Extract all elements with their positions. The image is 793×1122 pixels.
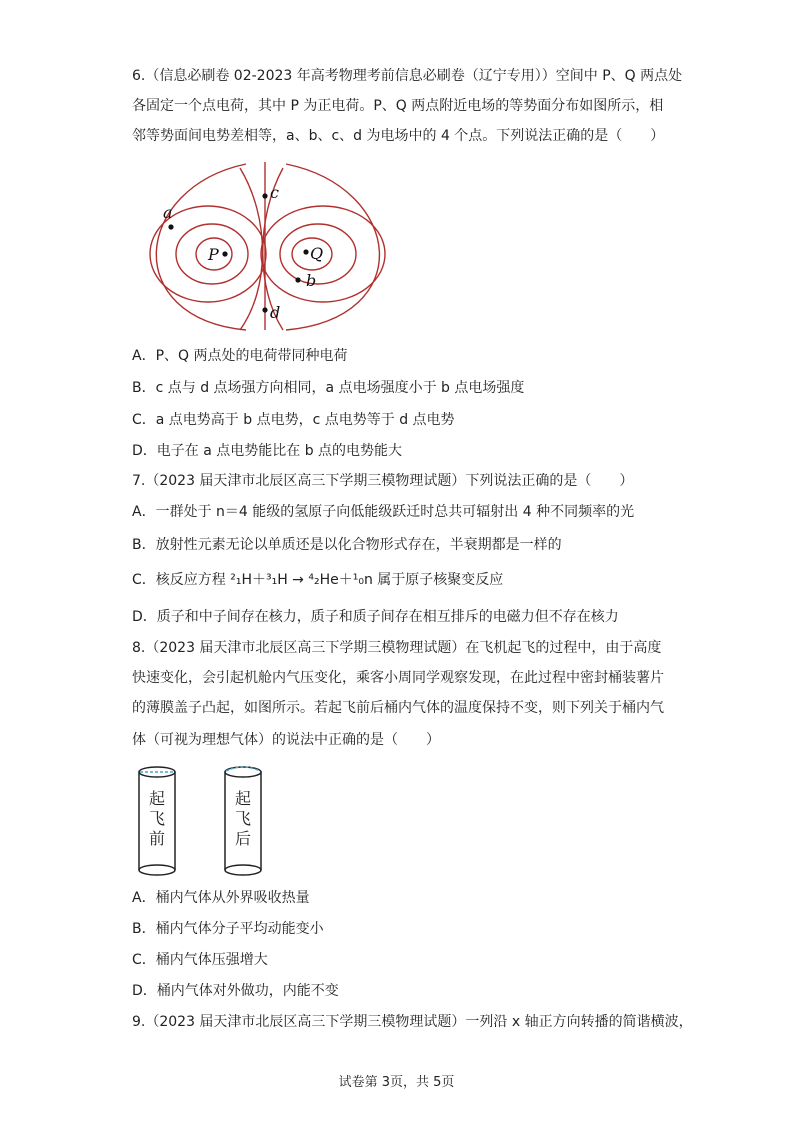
can-before-label-2: 飞 [148, 809, 166, 828]
label-a: a [163, 203, 173, 222]
can-before-label-1: 起 [148, 789, 166, 808]
q6-stem-line1: 6.（信息必刷卷 02-2023 年高考物理考前信息必刷卷（辽宁专用））空间中 P、Q 两点处 [132, 68, 683, 84]
point-a-dot [168, 224, 173, 229]
chip-can-figure [132, 762, 292, 882]
q8-option-c: C．桶内气体压强增大 [132, 952, 268, 968]
point-c-dot [262, 193, 267, 198]
q7-option-c: C．核反应方程 ²₁H＋³₁H → ⁴₂He＋¹₀n 属于原子核聚变反应 [132, 572, 504, 588]
q7-stem: 7.（2023 届天津市北辰区高三下学期三模物理试题）下列说法正确的是（ ） [132, 473, 634, 489]
label-p: P [208, 245, 219, 264]
q6-option-c: C．a 点电势高于 b 点电势，c 点电势等于 d 点电势 [132, 412, 455, 428]
point-d-dot [262, 307, 267, 312]
q8-option-a: A．桶内气体从外界吸收热量 [132, 890, 310, 906]
left-middle-curve [240, 168, 263, 330]
q6-stem-line3: 邻等势面间电势差相等，a、b、c、d 为电场中的 4 个点。下列说法正确的是（ ） [132, 128, 665, 144]
q7-option-b: B．放射性元素无论以单质还是以化合物形式存在，半衰期都是一样的 [132, 537, 562, 553]
point-q-dot [303, 249, 308, 254]
q6-option-d: D．电子在 a 点电势能比在 b 点的电势能大 [132, 443, 403, 459]
q7-option-a: A．一群处于 n＝4 能级的氢原子向低能级跃迁时总共可辐射出 4 种不同频率的光 [132, 504, 635, 520]
can-before-label-3: 前 [148, 829, 166, 848]
can-after-label-3: 后 [234, 829, 252, 848]
left-outer-open-curve [156, 164, 246, 330]
q8-stem-line3: 的薄膜盖子凸起，如图所示。若起飞前后桶内气体的温度保持不变，则下列关于桶内气 [132, 700, 664, 716]
label-q: Q [310, 244, 324, 263]
label-d: d [270, 303, 281, 322]
right-outer-open-curve [286, 164, 379, 330]
q6-option-a: A．P、Q 两点处的电荷带同种电荷 [132, 348, 348, 364]
q8-stem-line2: 快速变化，会引起机舱内气压变化，乘客小周同学观察发现，在此过程中密封桶装薯片 [132, 670, 664, 686]
can-after-label-1: 起 [234, 789, 252, 808]
q7-option-d: D．质子和中子间存在核力，质子和质子间存在相互排斥的电磁力但不存在核力 [132, 609, 619, 625]
q8-stem-line4: 体（可视为理想气体）的说法中正确的是（ ） [132, 732, 440, 748]
point-p-dot [222, 251, 227, 256]
label-c: c [270, 183, 279, 202]
point-b-dot [295, 277, 300, 282]
equipotential-figure [128, 158, 408, 333]
q8-option-b: B．桶内气体分子平均动能变小 [132, 921, 324, 937]
q6-stem-line2: 各固定一个点电荷，其中 P 为正电荷。P、Q 两点附近电场的等势面分布如图所示，相 [132, 98, 664, 114]
can-after-label-2: 飞 [234, 809, 252, 828]
q8-stem-line1: 8.（2023 届天津市北辰区高三下学期三模物理试题）在飞机起飞的过程中，由于高度 [132, 640, 662, 656]
q6-option-b: B．c 点与 d 点场强方向相同，a 点电场强度小于 b 点电场强度 [132, 380, 525, 396]
q9-stem-line1: 9.（2023 届天津市北辰区高三下学期三模物理试题）一列沿 x 轴正方向转播的简谐横波， [132, 1014, 693, 1030]
q8-option-d: D．桶内气体对外做功，内能不变 [132, 983, 339, 999]
label-b: b [306, 271, 317, 290]
page-footer: 试卷第 3页，共 5页 [338, 1075, 455, 1090]
